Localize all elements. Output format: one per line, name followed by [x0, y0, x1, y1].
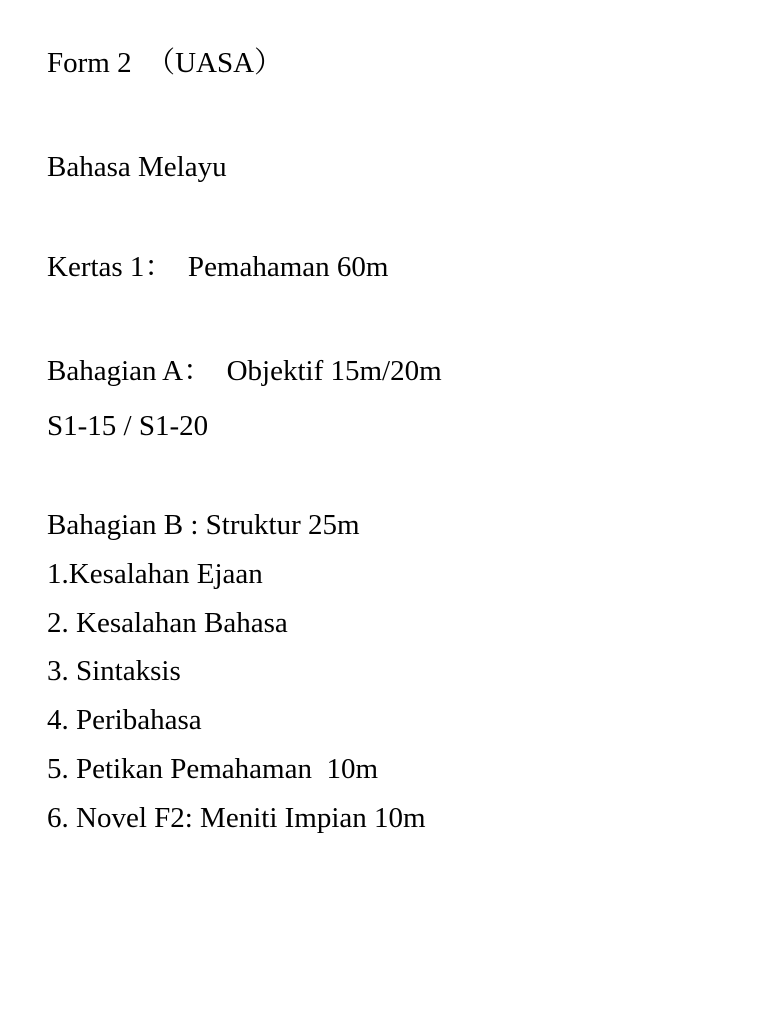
section-a-line: Bahagian A： Objektif 15m/20m	[47, 355, 442, 387]
section-a-questions: S1-15 / S1-20	[47, 410, 209, 442]
list-item-4: 4. Peribahasa	[47, 704, 202, 736]
list-item-5: 5. Petikan Pemahaman 10m	[47, 753, 379, 785]
list-item-6: 6. Novel F2: Meniti Impian 10m	[47, 802, 426, 834]
paper-1-line: Kertas 1： Pemahaman 60m	[47, 251, 389, 283]
subject-title: Bahasa Melayu	[47, 151, 227, 183]
section-b-line: Bahagian B : Struktur 25m	[47, 509, 360, 541]
list-item-2: 2. Kesalahan Bahasa	[47, 607, 288, 639]
list-item-3: 3. Sintaksis	[47, 655, 181, 687]
heading-form: Form 2 （UASA）	[47, 47, 284, 79]
list-item-1: 1.Kesalahan Ejaan	[47, 558, 263, 590]
